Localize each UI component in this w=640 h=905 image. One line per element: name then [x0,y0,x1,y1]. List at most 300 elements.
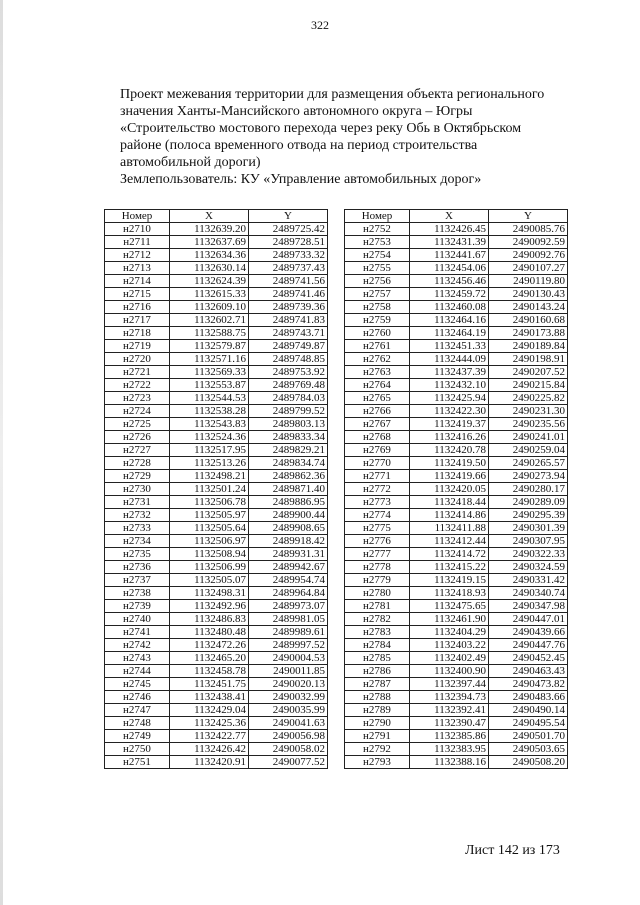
coord-y: 2490004.53 [249,652,328,665]
coord-y: 2489834.74 [249,457,328,470]
point-number: н2742 [105,639,170,652]
table-row [105,223,328,236]
coord-y: 2489733.32 [249,249,328,262]
point-number: н2773 [345,496,410,509]
point-number: н2787 [345,678,410,691]
table-row [105,587,328,600]
point-number: н2768 [345,431,410,444]
table-row [345,587,568,600]
coord-y: 2490495.54 [489,717,568,730]
point-number: н2762 [345,353,410,366]
point-number: н2715 [105,288,170,301]
table-row [345,626,568,639]
coord-y: 2489833.34 [249,431,328,444]
coord-y: 2490215.84 [489,379,568,392]
point-number: н2728 [105,457,170,470]
table-row [345,522,568,535]
coord-x: 1132465.20 [170,652,249,665]
table-row [345,379,568,392]
coord-y: 2490331.42 [489,574,568,587]
table-row [345,405,568,418]
coord-x: 1132414.86 [410,509,489,522]
coord-y: 2489769.48 [249,379,328,392]
coord-x: 1132480.48 [170,626,249,639]
table-row [105,613,328,626]
coord-y: 2490020.13 [249,678,328,691]
point-number: н2780 [345,587,410,600]
table-row [345,236,568,249]
header-number: Номер [345,210,410,223]
table-row [345,730,568,743]
coord-x: 1132464.16 [410,314,489,327]
coord-x: 1132426.42 [170,743,249,756]
page-number: 322 [311,18,329,32]
coord-x: 1132637.69 [170,236,249,249]
point-number: н2759 [345,314,410,327]
point-number: н2789 [345,704,410,717]
coord-x: 1132472.26 [170,639,249,652]
table-row [105,275,328,288]
coord-y: 2490463.43 [489,665,568,678]
table-row [105,483,328,496]
coord-x: 1132431.39 [410,236,489,249]
coord-x: 1132505.64 [170,522,249,535]
coord-y: 2489931.31 [249,548,328,561]
coord-x: 1132517.95 [170,444,249,457]
coord-x: 1132454.06 [410,262,489,275]
coordinates-table-left [104,209,328,769]
point-number: н2755 [345,262,410,275]
point-number: н2783 [345,626,410,639]
coord-x: 1132630.14 [170,262,249,275]
coord-x: 1132404.29 [410,626,489,639]
coord-x: 1132506.99 [170,561,249,574]
coord-y: 2490231.30 [489,405,568,418]
coord-y: 2489829.21 [249,444,328,457]
table-row [345,275,568,288]
point-number: н2745 [105,678,170,691]
coord-y: 2490439.66 [489,626,568,639]
coord-y: 2489741.83 [249,314,328,327]
coord-y: 2490265.57 [489,457,568,470]
title-line: Проект межевания территории для размещения объекта регионального [120,87,545,102]
point-number: н2747 [105,704,170,717]
table-row [105,392,328,405]
coord-x: 1132441.67 [410,249,489,262]
header-y: Y [489,210,568,223]
point-number: н2786 [345,665,410,678]
table-row [345,353,568,366]
point-number: н2735 [105,548,170,561]
coord-y: 2490483.66 [489,691,568,704]
point-number: н2781 [345,600,410,613]
table-row [105,444,328,457]
coord-y: 2490301.39 [489,522,568,535]
coord-y: 2489739.36 [249,301,328,314]
table-row [105,743,328,756]
table-row [105,535,328,548]
table-row [105,652,328,665]
coord-x: 1132419.50 [410,457,489,470]
coord-y: 2490085.76 [489,223,568,236]
header-number: Номер [105,210,170,223]
coord-x: 1132569.33 [170,366,249,379]
coord-x: 1132437.39 [410,366,489,379]
coord-x: 1132571.16 [170,353,249,366]
coord-y: 2489871.40 [249,483,328,496]
land-user: Землепользователь: КУ «Управление автомобильных дорог» [120,172,482,187]
point-number: н2760 [345,327,410,340]
point-number: н2771 [345,470,410,483]
coord-y: 2490501.70 [489,730,568,743]
point-number: н2748 [105,717,170,730]
table-row [345,678,568,691]
coord-x: 1132444.09 [410,353,489,366]
coord-y: 2489908.65 [249,522,328,535]
coord-x: 1132397.44 [410,678,489,691]
coord-x: 1132411.88 [410,522,489,535]
coord-y: 2490324.59 [489,561,568,574]
point-number: н2791 [345,730,410,743]
table-row [345,613,568,626]
table-row [345,444,568,457]
coord-x: 1132420.05 [410,483,489,496]
title-line: «Строительство мостового перехода через реку Обь в Октябрьском [120,121,522,136]
coord-y: 2489918.42 [249,535,328,548]
point-number: н2718 [105,327,170,340]
table-row [345,561,568,574]
point-number: н2765 [345,392,410,405]
table-row [105,340,328,353]
point-number: н2784 [345,639,410,652]
point-number: н2766 [345,405,410,418]
title-line: районе (полоса временного отвода на период строительства [120,138,478,153]
table-header-row [105,210,328,223]
coord-y: 2489799.52 [249,405,328,418]
table-row [345,288,568,301]
point-number: н2749 [105,730,170,743]
coord-x: 1132486.83 [170,613,249,626]
coord-x: 1132456.46 [410,275,489,288]
coord-x: 1132506.78 [170,496,249,509]
table-row [105,470,328,483]
coord-y: 2490508.20 [489,756,568,769]
coord-x: 1132420.91 [170,756,249,769]
coord-y: 2489973.07 [249,600,328,613]
coordinates-table-right [344,209,568,769]
point-number: н2744 [105,665,170,678]
coord-x: 1132513.26 [170,457,249,470]
point-number: н2767 [345,418,410,431]
coord-y: 2490225.82 [489,392,568,405]
coord-y: 2490058.02 [249,743,328,756]
coord-y: 2489954.74 [249,574,328,587]
point-number: н2756 [345,275,410,288]
coord-x: 1132422.30 [410,405,489,418]
coord-x: 1132498.31 [170,587,249,600]
coord-y: 2489728.51 [249,236,328,249]
point-number: н2729 [105,470,170,483]
coord-y: 2490032.99 [249,691,328,704]
table-row [105,665,328,678]
table-row [345,496,568,509]
coord-y: 2489862.36 [249,470,328,483]
coord-y: 2489737.43 [249,262,328,275]
coord-x: 1132505.97 [170,509,249,522]
title-line: значения Ханты-Мансийского автономного округа – Югры [120,104,473,119]
coord-x: 1132438.41 [170,691,249,704]
coord-y: 2490452.45 [489,652,568,665]
coord-y: 2489753.92 [249,366,328,379]
coord-y: 2490280.17 [489,483,568,496]
coord-y: 2490340.74 [489,587,568,600]
table-row [345,743,568,756]
coord-y: 2489784.03 [249,392,328,405]
coord-x: 1132426.45 [410,223,489,236]
coord-x: 1132419.37 [410,418,489,431]
coord-x: 1132543.83 [170,418,249,431]
coord-x: 1132403.22 [410,639,489,652]
point-number: н2779 [345,574,410,587]
coord-y: 2490295.39 [489,509,568,522]
coord-y: 2490107.27 [489,262,568,275]
coord-x: 1132388.16 [410,756,489,769]
coord-y: 2490077.52 [249,756,328,769]
coord-x: 1132425.94 [410,392,489,405]
coord-y: 2490143.24 [489,301,568,314]
point-number: н2750 [105,743,170,756]
coord-x: 1132385.86 [410,730,489,743]
table-row [105,756,328,769]
coord-x: 1132460.08 [410,301,489,314]
table-row [345,756,568,769]
coord-x: 1132634.36 [170,249,249,262]
point-number: н2720 [105,353,170,366]
coord-y: 2490041.63 [249,717,328,730]
point-number: н2746 [105,691,170,704]
table-row [345,431,568,444]
point-number: н2770 [345,457,410,470]
table-row [345,249,568,262]
coord-y: 2489900.44 [249,509,328,522]
coord-y: 2490289.09 [489,496,568,509]
coord-x: 1132422.77 [170,730,249,743]
table-row [105,496,328,509]
point-number: н2721 [105,366,170,379]
point-number: н2731 [105,496,170,509]
coord-y: 2490160.68 [489,314,568,327]
table-row [105,418,328,431]
coord-x: 1132400.90 [410,665,489,678]
table-row [105,561,328,574]
coord-y: 2489964.84 [249,587,328,600]
coord-x: 1132394.73 [410,691,489,704]
point-number: н2734 [105,535,170,548]
coord-y: 2490322.33 [489,548,568,561]
point-number: н2752 [345,223,410,236]
point-number: н2740 [105,613,170,626]
coord-x: 1132588.75 [170,327,249,340]
coord-x: 1132461.90 [410,613,489,626]
coord-x: 1132419.66 [410,470,489,483]
coord-y: 2490235.56 [489,418,568,431]
point-number: н2775 [345,522,410,535]
table-row [105,509,328,522]
coord-x: 1132609.10 [170,301,249,314]
table-row [105,574,328,587]
point-number: н2727 [105,444,170,457]
coord-y: 2490119.80 [489,275,568,288]
point-number: н2743 [105,652,170,665]
coord-x: 1132508.94 [170,548,249,561]
point-number: н2712 [105,249,170,262]
table-row [105,301,328,314]
table-row [105,353,328,366]
table-row [345,418,568,431]
coord-x: 1132464.19 [410,327,489,340]
coord-x: 1132429.04 [170,704,249,717]
table-row [345,262,568,275]
point-number: н2722 [105,379,170,392]
table-row [105,457,328,470]
point-number: н2733 [105,522,170,535]
coord-y: 2490241.01 [489,431,568,444]
coord-y: 2490198.91 [489,353,568,366]
table-row [105,405,328,418]
table-row [105,249,328,262]
coord-x: 1132415.22 [410,561,489,574]
coord-y: 2490056.98 [249,730,328,743]
point-number: н2714 [105,275,170,288]
point-number: н2737 [105,574,170,587]
coord-y: 2490035.99 [249,704,328,717]
table-row [345,223,568,236]
coord-y: 2489741.56 [249,275,328,288]
point-number: н2736 [105,561,170,574]
point-number: н2790 [345,717,410,730]
sheet-counter: Лист 142 из 173 [465,843,560,858]
coord-x: 1132419.15 [410,574,489,587]
point-number: н2724 [105,405,170,418]
table-row [105,678,328,691]
coord-x: 1132416.26 [410,431,489,444]
scan-edge [0,0,3,905]
coord-x: 1132624.39 [170,275,249,288]
table-header-row [345,210,568,223]
point-number: н2754 [345,249,410,262]
point-number: н2772 [345,483,410,496]
point-number: н2726 [105,431,170,444]
table-row [345,548,568,561]
table-row [345,574,568,587]
coord-x: 1132414.72 [410,548,489,561]
coord-y: 2489997.52 [249,639,328,652]
point-number: н2741 [105,626,170,639]
point-number: н2774 [345,509,410,522]
point-number: н2716 [105,301,170,314]
coord-y: 2490447.01 [489,613,568,626]
coord-x: 1132402.49 [410,652,489,665]
table-row [345,509,568,522]
coord-x: 1132459.72 [410,288,489,301]
table-row [345,470,568,483]
coord-y: 2490347.98 [489,600,568,613]
table-row [105,639,328,652]
point-number: н2776 [345,535,410,548]
coord-y: 2490490.14 [489,704,568,717]
table-row [345,600,568,613]
coord-y: 2489981.05 [249,613,328,626]
table-row [105,548,328,561]
coord-y: 2489803.13 [249,418,328,431]
point-number: н2788 [345,691,410,704]
table-row [105,704,328,717]
table-row [105,717,328,730]
table-row [105,379,328,392]
coord-x: 1132475.65 [410,600,489,613]
coord-y: 2489741.46 [249,288,328,301]
title-line: автомобильной дороги) [120,155,261,170]
point-number: н2713 [105,262,170,275]
point-number: н2792 [345,743,410,756]
coord-y: 2489748.85 [249,353,328,366]
table-row [345,535,568,548]
coord-x: 1132451.75 [170,678,249,691]
coord-y: 2490503.65 [489,743,568,756]
point-number: н2757 [345,288,410,301]
point-number: н2753 [345,236,410,249]
point-number: н2782 [345,613,410,626]
coord-x: 1132505.07 [170,574,249,587]
coord-x: 1132418.93 [410,587,489,600]
point-number: н2725 [105,418,170,431]
point-number: н2717 [105,314,170,327]
coord-y: 2489989.61 [249,626,328,639]
table-row [345,704,568,717]
point-number: н2769 [345,444,410,457]
coord-y: 2490092.59 [489,236,568,249]
header-x: X [410,210,489,223]
coord-y: 2490273.94 [489,470,568,483]
coord-x: 1132602.71 [170,314,249,327]
point-number: н2723 [105,392,170,405]
coord-y: 2490207.52 [489,366,568,379]
coord-y: 2490447.76 [489,639,568,652]
coord-y: 2490011.85 [249,665,328,678]
point-number: н2777 [345,548,410,561]
coord-x: 1132418.44 [410,496,489,509]
coord-y: 2489743.71 [249,327,328,340]
point-number: н2758 [345,301,410,314]
table-row [105,314,328,327]
point-number: н2763 [345,366,410,379]
point-number: н2764 [345,379,410,392]
point-number: н2719 [105,340,170,353]
table-row [345,457,568,470]
coord-x: 1132524.36 [170,431,249,444]
table-row [345,314,568,327]
table-row [105,288,328,301]
coord-x: 1132390.47 [410,717,489,730]
coord-y: 2489749.87 [249,340,328,353]
coord-x: 1132553.87 [170,379,249,392]
table-row [345,652,568,665]
coord-y: 2490092.76 [489,249,568,262]
table-row [105,730,328,743]
point-number: н2732 [105,509,170,522]
table-row [105,236,328,249]
coord-x: 1132498.21 [170,470,249,483]
